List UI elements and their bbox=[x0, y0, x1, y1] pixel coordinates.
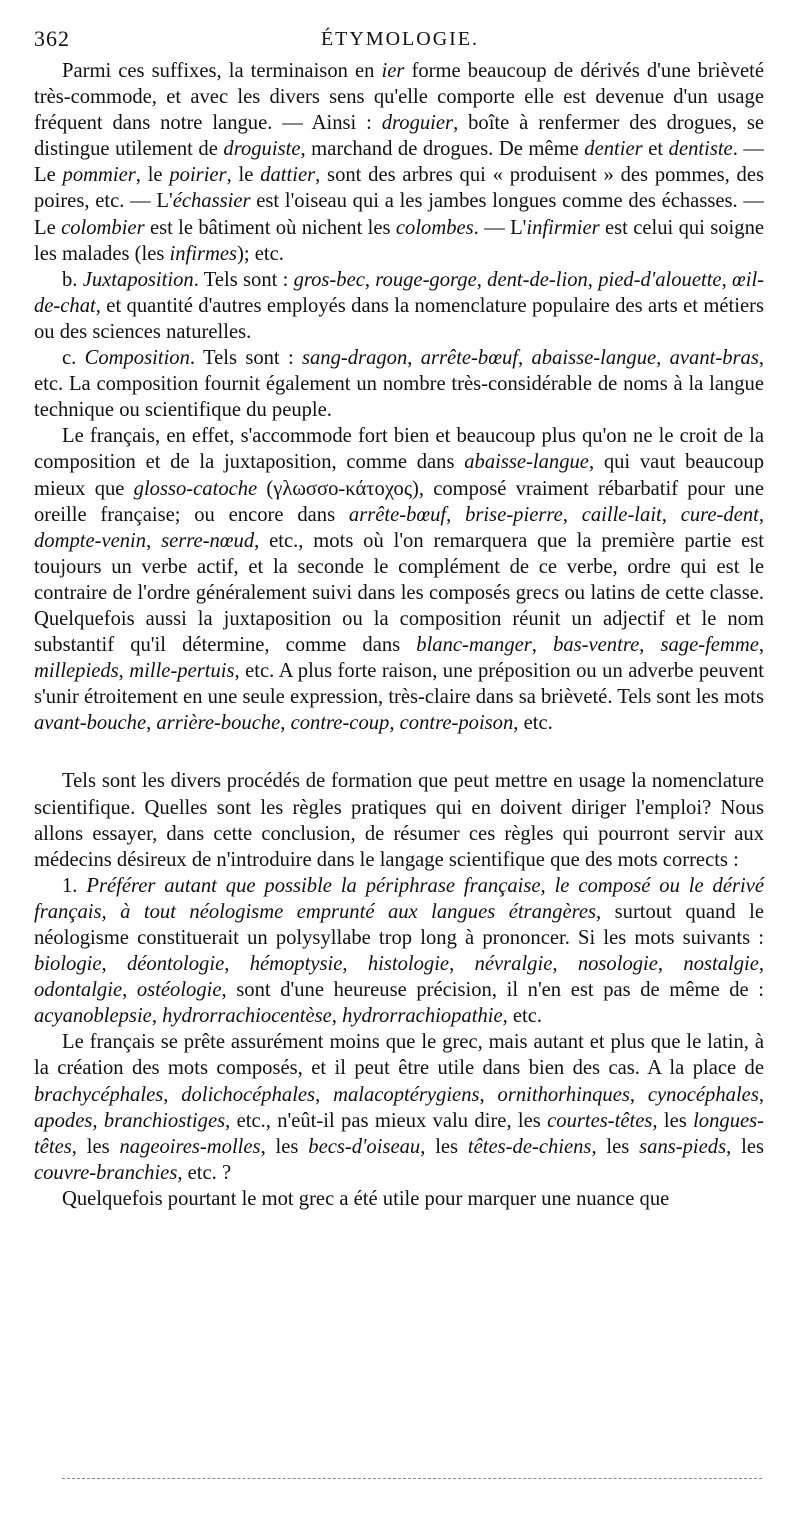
italic-term: bas-ventre bbox=[553, 634, 640, 657]
text-run: , bbox=[479, 1083, 498, 1106]
italic-term: nosologie bbox=[577, 953, 658, 976]
paragraph-p4 bbox=[34, 423, 764, 736]
italic-term: poirier bbox=[169, 164, 227, 187]
italic-term: brachycéphales bbox=[34, 1083, 164, 1106]
italic-term: ostéologie bbox=[136, 979, 222, 1002]
text-run: , bbox=[331, 1005, 343, 1028]
italic-term: mille-pertuis bbox=[129, 660, 235, 683]
text-run: , bbox=[224, 953, 250, 976]
italic-term: droguiste bbox=[223, 138, 301, 161]
text-run: , bbox=[758, 503, 765, 526]
text-run: , bbox=[657, 953, 684, 976]
italic-term: dentiste bbox=[668, 138, 733, 161]
text-run: , bbox=[721, 268, 732, 291]
footer-rule bbox=[62, 1478, 762, 1479]
italic-term: névralgie bbox=[474, 953, 553, 976]
italic-term: longues-têtes bbox=[34, 1109, 764, 1158]
italic-term: colombier bbox=[61, 216, 145, 239]
italic-term: abaisse-langue bbox=[464, 451, 589, 474]
text-run: , bbox=[342, 953, 368, 976]
text-run: , bbox=[122, 979, 137, 1002]
text-run: , bbox=[758, 1083, 764, 1106]
text-run: , marchand de drogues. De même bbox=[300, 138, 585, 161]
paragraph-p3 bbox=[34, 345, 764, 423]
italic-term: courtes-têtes bbox=[547, 1109, 653, 1132]
text-run: , etc. A plus forte raison, une préposition ou un adverbe peuvent s'unir étroitement en une seule expression, très-claire dans sa brièveté. Tels sont les mots bbox=[34, 660, 765, 709]
text-run: , bbox=[656, 347, 670, 370]
text-run: Le français, en effet, s'accommode fort bien et beaucoup plus qu'on ne le croit de la composition et de la juxtaposition, comme dans bbox=[34, 425, 764, 474]
italic-term: dent-de-lion bbox=[487, 268, 588, 291]
text-run: , boîte à renfermer des drogues, se distingue utilement de bbox=[34, 112, 765, 161]
text-run: , etc. bbox=[502, 1005, 543, 1028]
italic-term: dompte-venin bbox=[34, 529, 147, 552]
italic-term: gros-bec bbox=[293, 268, 365, 291]
italic-term: hémoptysie bbox=[249, 953, 343, 976]
text-run: . Tels sont : bbox=[193, 268, 294, 291]
italic-term: arrête-bœuf bbox=[348, 503, 447, 526]
italic-term: colombes bbox=[395, 216, 474, 239]
italic-term: nostalgie bbox=[683, 953, 759, 976]
italic-term: Juxtaposition bbox=[82, 268, 194, 291]
text-run: 1. bbox=[62, 874, 87, 897]
text-run: , etc. bbox=[513, 712, 553, 735]
text-run: , etc. La composition fournit également un nombre très-considérable de noms à la langue technique ou scientifique du peuple. bbox=[34, 347, 765, 422]
text-run: , qui vaut beaucoup mieux que bbox=[34, 451, 764, 500]
text-run: , sont des arbres qui « produisent » des pommes, des poires, etc. — L' bbox=[34, 164, 764, 213]
italic-term: millepieds bbox=[34, 660, 119, 683]
text-run: , les bbox=[591, 1135, 640, 1158]
text-run: . — Le bbox=[34, 138, 765, 187]
italic-term: branchiostiges bbox=[103, 1109, 226, 1132]
italic-term: cure-dent bbox=[680, 503, 759, 526]
text-run: , bbox=[531, 634, 554, 657]
italic-term: têtes-de-chiens bbox=[467, 1135, 592, 1158]
italic-term: avant-bras bbox=[669, 347, 759, 370]
text-run: , bbox=[552, 953, 578, 976]
italic-term: caille-lait bbox=[581, 503, 662, 526]
text-run: , bbox=[146, 712, 157, 735]
text-run: , bbox=[389, 712, 400, 735]
text-run: , bbox=[587, 268, 599, 291]
text-run: , bbox=[449, 953, 475, 976]
italic-term: contre-coup bbox=[290, 712, 390, 735]
italic-term: malacoptérygiens bbox=[333, 1083, 480, 1106]
text-run: Quelquefois pourtant le mot grec a été utile pour marquer une nuance que bbox=[62, 1187, 670, 1210]
paragraph-p6 bbox=[34, 873, 764, 1030]
italic-term: rouge-gorge bbox=[375, 268, 477, 291]
text-run: , bbox=[151, 1005, 163, 1028]
italic-term: contre-poison bbox=[399, 712, 514, 735]
paragraph-p5 bbox=[34, 768, 764, 872]
text-run: , les bbox=[71, 1135, 120, 1158]
text-run: , bbox=[758, 953, 765, 976]
text-run: est l'oiseau qui a les jambes longues comme des échasses. — Le bbox=[34, 190, 764, 239]
text-run: , bbox=[758, 634, 764, 657]
text-run: , etc. ? bbox=[177, 1161, 232, 1184]
text-run: , les bbox=[652, 1109, 694, 1132]
text-run: , bbox=[101, 953, 127, 976]
italic-term: infirmier bbox=[526, 216, 600, 239]
text-run: , bbox=[639, 634, 661, 657]
text-run: , surtout quand le néologisme constituerait un polysyllabe trop long à prononcer. Si les mots suivants : bbox=[34, 900, 764, 949]
italic-term: Préférer autant que possible la périphrase française, le composé ou le dérivé français, à tout néologisme emprunté aux langues étrangères bbox=[34, 874, 765, 923]
section-spacer bbox=[34, 736, 764, 768]
text-run: , etc., n'eût-il pas mieux valu dire, les bbox=[225, 1109, 548, 1132]
italic-term: arrête-bœuf bbox=[420, 347, 518, 370]
italic-term: abaisse-langue bbox=[531, 347, 657, 370]
italic-term: couvre-branchies bbox=[34, 1161, 178, 1184]
italic-term: sage-femme bbox=[660, 634, 759, 657]
text-run: ); etc. bbox=[237, 242, 284, 265]
text-run: , bbox=[661, 503, 681, 526]
text-run: , bbox=[407, 347, 421, 370]
text-run: c. bbox=[62, 347, 85, 370]
text-run: Parmi ces suffixes, la terminaison en bbox=[62, 60, 382, 82]
paragraph-p8 bbox=[34, 1186, 764, 1212]
text-run: Tels sont les divers procédés de formation que peut mettre en usage la nomenclature scientifique. Quelles sont les règles pratiques qui en doivent diriger l'emploi? Nous allons essayer, dans cette conclusion, de résumer ces règles qui pourront servir aux médecins désireux de n'introduire dans le langage scientifique que des mots corrects : bbox=[34, 770, 764, 871]
paragraph-p2 bbox=[34, 267, 764, 345]
text-run: , les bbox=[260, 1135, 309, 1158]
text-run: , et quantité d'autres employés dans la nomenclature populaire des arts et métiers ou des sciences naturelles. bbox=[34, 294, 764, 343]
body-text bbox=[34, 58, 764, 1212]
italic-term: pommier bbox=[62, 164, 136, 187]
italic-term: histologie bbox=[367, 953, 450, 976]
italic-term: dolichocéphales bbox=[181, 1083, 316, 1106]
text-run: , bbox=[146, 529, 162, 552]
text-run: (γλωσσο-κάτοχος), composé vraiment rébarbatif pour une oreille française; ou encore dans bbox=[34, 477, 764, 526]
italic-term: dattier bbox=[260, 164, 316, 187]
text-run: b. bbox=[62, 268, 83, 291]
paragraph-p7 bbox=[34, 1029, 764, 1186]
text-run: forme beaucoup de dérivés d'une brièveté très-commode, et avec les divers sens qu'elle comporte elle est devenue d'un usage fréquent dans notre langue. — Ainsi : bbox=[34, 60, 764, 135]
text-run: Le français se prête assurément moins que le grec, mais autant et plus que le latin, à la création des mots composés, et il peut être utile dans bien des cas. A la place de bbox=[34, 1031, 764, 1080]
text-run: , bbox=[364, 268, 376, 291]
text-run: , le bbox=[135, 164, 170, 187]
italic-term: dentier bbox=[584, 138, 643, 161]
italic-term: sans-pieds bbox=[639, 1135, 727, 1158]
page-number: 362 bbox=[34, 26, 70, 51]
italic-term: glosso-catoche bbox=[133, 477, 258, 500]
text-run: , le bbox=[226, 164, 261, 187]
text-run: . — L' bbox=[473, 216, 527, 239]
page-header bbox=[34, 18, 766, 52]
italic-term: ier bbox=[381, 60, 405, 82]
italic-term: biologie bbox=[34, 953, 102, 976]
italic-term: droguier bbox=[381, 112, 454, 135]
text-run: , bbox=[446, 503, 466, 526]
text-run: , bbox=[629, 1083, 648, 1106]
italic-term: cynocéphales bbox=[647, 1083, 759, 1106]
text-run: , bbox=[280, 712, 291, 735]
text-run: , les bbox=[726, 1135, 764, 1158]
italic-term: apodes bbox=[34, 1109, 93, 1132]
italic-term: ornithorhinques bbox=[497, 1083, 630, 1106]
italic-term: arrière-bouche bbox=[156, 712, 281, 735]
text-run: , bbox=[476, 268, 488, 291]
text-run: est le bâtiment où nichent les bbox=[144, 216, 396, 239]
text-run: , bbox=[163, 1083, 182, 1106]
text-run: , bbox=[118, 660, 130, 683]
italic-term: œil-de-chat bbox=[34, 268, 765, 317]
italic-term: déontologie bbox=[126, 953, 225, 976]
text-run: , etc., mots où l'on remarquera que la première partie est toujours un verbe actif, et la seconde le complément de ce verbe, ordre qui est le contraire de l'ordre généralement suivi dans les composés grecs ou latins de cette classe. Quelquefois aussi la juxtaposition ou la composition réunit un adjectif et le nom substantif qu'il détermine, comme dans bbox=[34, 529, 764, 657]
italic-term: sang-dragon bbox=[302, 347, 408, 370]
italic-term: Composition bbox=[84, 347, 190, 370]
text-run: , bbox=[517, 347, 532, 370]
italic-term: avant-bouche bbox=[34, 712, 147, 735]
text-run: . Tels sont : bbox=[189, 347, 302, 370]
italic-term: infirmes bbox=[169, 242, 238, 265]
italic-term: nageoires-molles bbox=[119, 1135, 261, 1158]
italic-term: serre-nœud bbox=[161, 529, 255, 552]
text-run: est celui qui soigne les malades (les bbox=[34, 216, 764, 265]
text-run: et bbox=[642, 138, 669, 161]
text-run: , bbox=[562, 503, 582, 526]
italic-term: hydrorrachiocentèse bbox=[162, 1005, 332, 1028]
italic-term: hydrorrachiopathie bbox=[342, 1005, 503, 1028]
text-run: , sont d'une heureuse précision, il n'en est pas de même de : bbox=[221, 979, 765, 1002]
text-run: , les bbox=[420, 1135, 468, 1158]
paragraph-p1 bbox=[34, 58, 764, 267]
italic-term: échassier bbox=[172, 190, 251, 213]
italic-term: blanc-manger bbox=[416, 634, 532, 657]
italic-term: pied-d'alouette bbox=[598, 268, 722, 291]
italic-term: becs-d'oiseau bbox=[308, 1135, 421, 1158]
running-title: ÉTYMOLOGIE. bbox=[320, 28, 480, 50]
italic-term: odontalgie bbox=[34, 979, 123, 1002]
italic-term: brise-pierre bbox=[465, 503, 563, 526]
text-run: , bbox=[92, 1109, 104, 1132]
text-run: , bbox=[315, 1083, 334, 1106]
italic-term: acyanoblepsie bbox=[34, 1005, 152, 1028]
